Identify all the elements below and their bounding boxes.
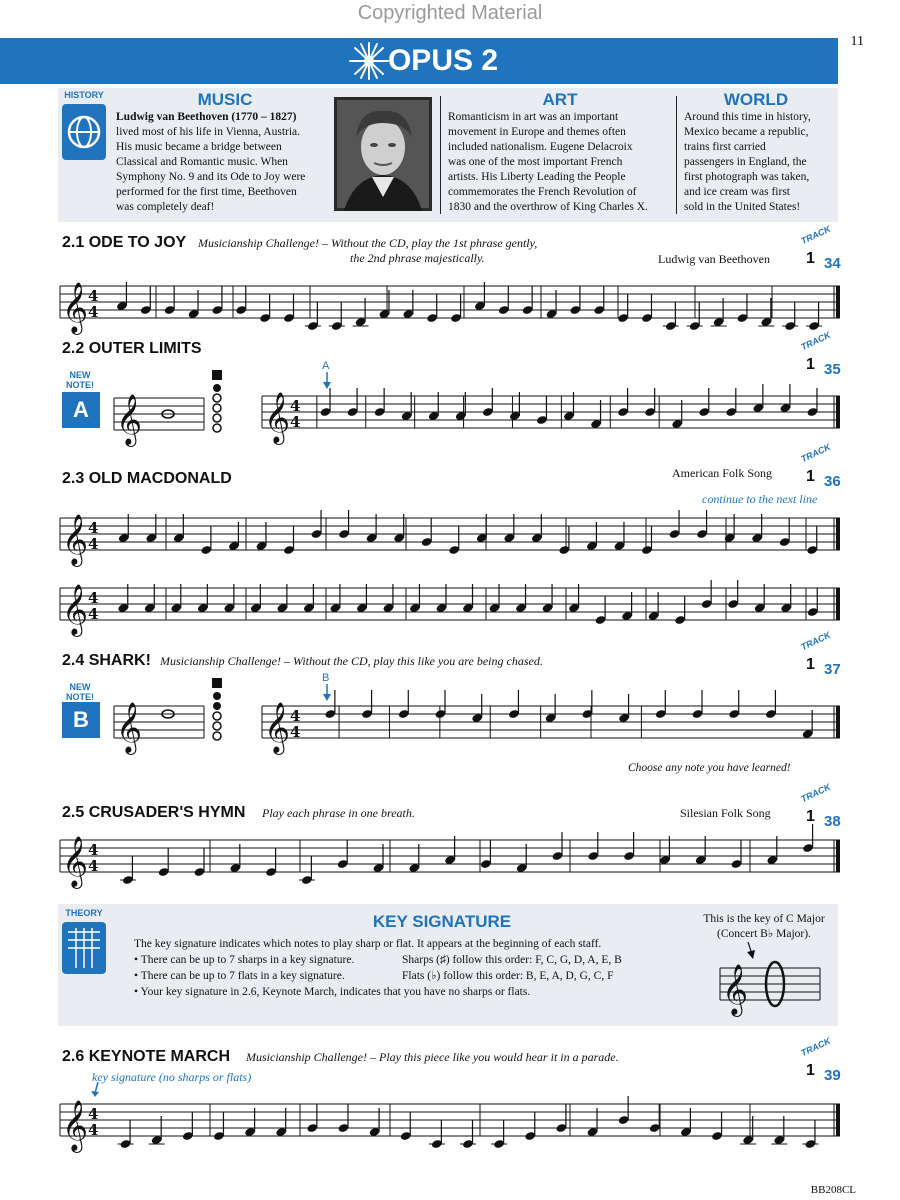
treble-clef-icon: 𝄞 <box>116 394 143 445</box>
composer: American Folk Song <box>672 466 772 480</box>
page-number: 11 <box>850 34 864 49</box>
down-arrow-icon <box>744 942 758 960</box>
final-bar-line <box>836 706 840 738</box>
sharps-order: Sharps (♯) follow this order: F, C, G, D, A, E, B <box>402 954 622 966</box>
end-note: Choose any note you have learned! <box>628 762 791 774</box>
treble-clef-icon: 𝄞 <box>62 584 89 635</box>
key-caption-line: This is the key of C Major <box>703 913 825 925</box>
note-marker: B <box>322 672 330 684</box>
time-signature: 4 <box>88 519 99 537</box>
treble-clef-icon: 𝄞 <box>62 282 89 333</box>
track-label: TRACK <box>799 441 833 465</box>
music-staff <box>60 1098 840 1151</box>
track-disc: 1 <box>806 250 815 267</box>
new-note-tag: NEW NOTE! <box>66 370 94 390</box>
subtitle-line: Musicianship Challenge! – Without the CD, play the 1st phrase gently, <box>198 236 538 250</box>
theory-row <box>134 952 674 968</box>
final-bar-line <box>836 1104 840 1136</box>
new-note-tag: NEW NOTE! <box>66 682 94 702</box>
treble-clef-icon: 𝄞 <box>62 836 89 887</box>
exercise-title: 2.6 KEYNOTE MARCH <box>62 1048 231 1065</box>
track-disc: 1 <box>806 808 815 825</box>
column-divider <box>440 96 441 214</box>
exercise-title: 2.4 SHARK! <box>62 652 151 669</box>
track-disc: 1 <box>806 656 815 673</box>
music-line: Ludwig van Beethoven (1770 – 1827) <box>116 111 297 123</box>
art-line: 1830 and the overthrow of King Charles X. <box>448 201 648 213</box>
theory-bullet: • Your key signature in 2.6, Keynote March, indicates that you have no sharps or flats. <box>134 986 531 998</box>
treble-clef-icon: 𝄞 <box>722 964 749 1015</box>
exercise-subtitle: Musicianship Challenge! – Play this piece like you would hear it in a parade. <box>246 1050 619 1064</box>
music-line: Symphony No. 9 and its Ode to Joy were <box>116 171 306 183</box>
final-bar-line <box>836 396 840 428</box>
treble-clef-icon: 𝄞 <box>62 514 89 565</box>
world-text <box>684 110 838 215</box>
fingering-chart-icon <box>210 370 224 434</box>
track-label: TRACK <box>799 629 833 653</box>
theory-bullet: • There can be up to 7 sharps in a key signature. <box>134 954 355 966</box>
music-staff <box>60 512 840 565</box>
continue-note: continue to the next line <box>702 492 818 506</box>
track-label: TRACK <box>799 1035 833 1059</box>
world-line: trains first carried <box>684 141 766 153</box>
new-note-badge: B <box>62 702 100 738</box>
exercise-subtitle: Musicianship Challenge! – Without the CD, play this like you are being chased. <box>160 654 543 668</box>
track-disc: 1 <box>806 356 815 373</box>
music-line: was completely deaf! <box>116 201 215 213</box>
note-marker: A <box>322 360 330 372</box>
music-staff <box>60 834 840 887</box>
watermark: Copyrighted Material <box>357 2 543 24</box>
treble-clef-icon: 𝄞 <box>264 392 291 443</box>
music-line: Classical and Romantic music. When <box>116 156 288 168</box>
time-signature: 4 <box>88 857 99 875</box>
track-disc: 1 <box>806 1062 815 1079</box>
down-arrow-icon <box>90 1082 102 1098</box>
theory-text <box>134 936 674 1000</box>
treble-clef-icon: 𝄞 <box>62 1100 89 1151</box>
art-line: Romanticism in art was an important <box>448 111 619 123</box>
composer: Ludwig van Beethoven <box>658 252 770 266</box>
flats-order: Flats (♭) follow this order: B, E, A, D, G, C, F <box>402 970 614 982</box>
down-arrow-icon <box>322 372 332 390</box>
composer: Silesian Folk Song <box>680 806 771 820</box>
final-bar-line <box>836 518 840 550</box>
world-line: first photograph was taken, <box>684 171 810 183</box>
exercise-title: 2.3 OLD MACDONALD <box>62 470 232 487</box>
new-note-staff <box>114 392 204 445</box>
final-bar-line <box>836 588 840 620</box>
music-staff <box>262 390 840 443</box>
track-number: 34 <box>824 255 841 272</box>
time-signature: 4 <box>88 535 99 553</box>
track-number: 36 <box>824 473 841 490</box>
time-signature: 4 <box>290 707 301 725</box>
music-line: His music became a bridge between <box>116 141 282 153</box>
new-note-staff <box>114 700 204 753</box>
exercise-title: 2.1 ODE TO JOY <box>62 234 187 251</box>
time-signature: 4 <box>290 723 301 741</box>
time-signature: 4 <box>290 413 301 431</box>
art-text <box>448 110 674 215</box>
world-line: sold in the United States! <box>684 201 801 213</box>
theory-intro: The key signature indicates which notes to play sharp or flat. It appears at the beginning of each staff. <box>134 938 602 950</box>
time-signature: 4 <box>88 589 99 607</box>
globe-icon <box>62 104 106 160</box>
exercise-title: 2.2 OUTER LIMITS <box>62 340 202 357</box>
track-number: 39 <box>824 1067 841 1084</box>
art-line: movement in Europe and themes often <box>448 126 626 138</box>
world-line: Mexico became a republic, <box>684 126 809 138</box>
track-number: 37 <box>824 661 841 678</box>
art-line: commemorates the French Revolution of <box>448 186 637 198</box>
art-heading: ART <box>542 90 578 109</box>
music-text <box>116 110 334 215</box>
music-staff <box>60 582 840 635</box>
time-signature: 4 <box>290 397 301 415</box>
exercise-subtitle: Play each phrase in one breath. <box>262 806 415 820</box>
art-line: artists. His Liberty Leading the People <box>448 171 626 183</box>
time-signature: 4 <box>88 303 99 321</box>
key-example-staff <box>720 962 820 1015</box>
exercise-subtitle <box>198 236 618 266</box>
time-signature: 4 <box>88 1121 99 1139</box>
theory-row <box>134 968 674 984</box>
world-heading: WORLD <box>723 90 789 109</box>
key-signature-note: key signature (no sharps or flats) <box>92 1070 252 1084</box>
track-label: TRACK <box>799 329 833 353</box>
world-line: and ice cream was first <box>684 186 791 198</box>
new-note-badge: A <box>62 392 100 428</box>
world-line: passengers in England, the <box>684 156 807 168</box>
theory-tag: THEORY <box>65 908 103 918</box>
final-bar-line <box>836 286 840 318</box>
time-signature: 4 <box>88 287 99 305</box>
column-divider <box>676 96 677 214</box>
theory-bullet: • There can be up to 7 flats in a key signature. <box>134 970 345 982</box>
key-caption-line: (Concert B♭ Major). <box>717 928 811 940</box>
track-label: TRACK <box>799 781 833 805</box>
time-signature: 4 <box>88 1105 99 1123</box>
art-line: was one of the most important French <box>448 156 623 168</box>
music-staff <box>60 280 840 333</box>
keyboard-icon <box>62 922 106 974</box>
music-line: lived most of his life in Vienna, Austria. <box>116 126 301 138</box>
exercise-title: 2.5 CRUSADER'S HYMN <box>62 804 246 821</box>
final-bar-line <box>836 840 840 872</box>
page-title: OPUS 2 <box>387 44 499 77</box>
footer-code: BB208CL <box>810 1184 856 1196</box>
track-label: TRACK <box>799 223 833 247</box>
beethoven-portrait <box>334 97 432 211</box>
time-signature: 4 <box>88 841 99 859</box>
track-disc: 1 <box>806 468 815 485</box>
theory-heading: KEY SIGNATURE <box>372 912 512 931</box>
music-heading: MUSIC <box>197 90 253 109</box>
time-signature: 4 <box>88 605 99 623</box>
art-line: included nationalism. Eugene Delacroix <box>448 141 633 153</box>
treble-clef-icon: 𝄞 <box>116 702 143 753</box>
music-line: performed for the first time, Beethoven <box>116 186 297 198</box>
world-line: Around this time in history, <box>684 111 811 123</box>
fingering-chart-icon <box>210 678 224 742</box>
track-number: 35 <box>824 361 841 378</box>
key-caption <box>690 912 838 942</box>
subtitle-line: the 2nd phrase majestically. <box>350 251 485 265</box>
history-tag: HISTORY <box>64 90 104 100</box>
track-number: 38 <box>824 813 841 830</box>
music-staff <box>262 700 840 753</box>
treble-clef-icon: 𝄞 <box>264 702 291 753</box>
